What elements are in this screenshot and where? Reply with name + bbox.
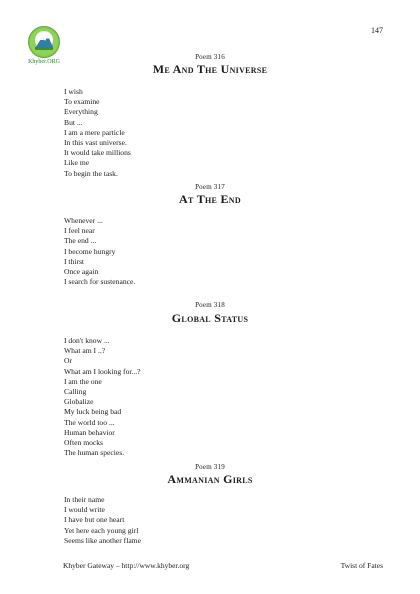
poem-line: Whenever ... [64,216,103,225]
poem-line: I am a mere particle [64,127,125,137]
poem-line: I thirst [64,256,85,266]
poem-body [64,495,141,546]
poem-title: Ammanian Girls [167,472,253,486]
poem-line: Yet here each young girl [64,525,139,535]
poem-line: The world too ... [64,417,115,427]
poem-line: I feel near [64,226,95,236]
poem-title: Me And The Universe [152,62,268,76]
poem-line: Calling [64,387,87,397]
poem-line: I become hungry [64,246,116,256]
poem-line: What am I looking for...? [64,366,141,376]
poem-line: I would write [64,505,105,515]
poem-body [64,87,131,179]
poem-line: I don't know ... [64,336,110,345]
poem-line: I am the one [64,376,102,386]
poem-line: Seems like another flame [64,535,141,545]
poem-line: In this vast universe. [64,138,127,148]
poem-line: I wish [64,87,83,96]
poem-line: To begin the task. [64,168,118,178]
poem-number: Poem 317 [195,183,225,191]
poem-line: I have but one heart [64,515,125,525]
poem-line: Everything [64,107,98,117]
poem-number: Poem 316 [195,53,225,61]
poem-line: I search for sustenance. [64,277,136,287]
footer-site-link[interactable]: Khyber Gateway – http://www.khyber.org [63,561,190,570]
poem-body [64,336,141,458]
poem-line: My luck being bad [64,407,122,417]
poem-number: Poem 318 [195,301,225,309]
poem-line: Once again [64,267,99,277]
poem-number: Poem 319 [195,463,225,471]
poem-body [64,216,135,287]
poem-line: The human species. [64,448,125,458]
poem-line: It would take millions [64,148,131,158]
poem-line: Like me [64,158,90,168]
poem-line: But ... [64,117,83,127]
poem-line: To examine [64,97,100,107]
page-number: 147 [371,26,383,35]
footer-book-title: Twist of Fates [340,561,383,570]
poem-title: At The End [179,192,241,206]
poem-line: In their name [64,495,105,504]
poem-title: Global Status [171,311,249,325]
poem-line: Or [64,356,73,366]
logo-text: Khyber.ORG [28,59,60,65]
poem-line: The end ... [64,236,97,246]
poem-line: Globalize [64,397,94,407]
poem-line: Human behavior [64,427,115,437]
poem-line: What am I ..? [64,346,106,356]
poem-line: Often mocks [64,438,104,448]
